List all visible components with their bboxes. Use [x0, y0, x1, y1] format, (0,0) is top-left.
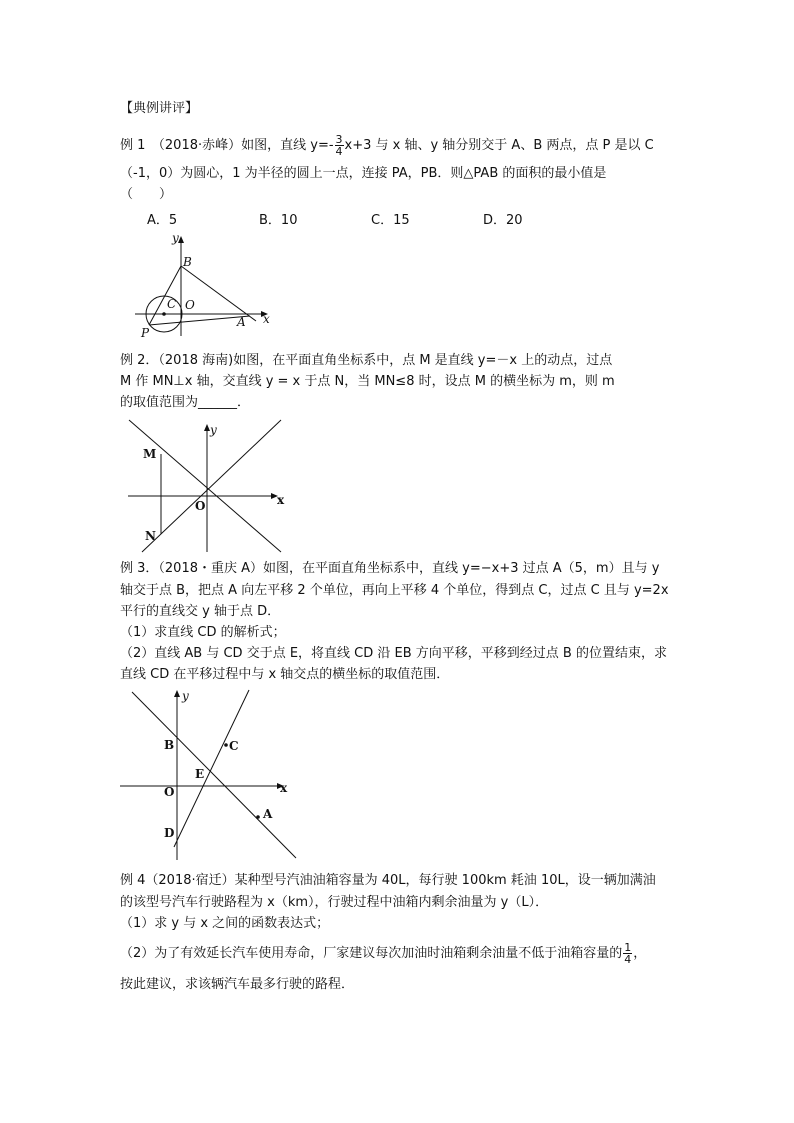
ex1-option-a: A．5: [147, 213, 178, 228]
ex3-line-ab: [132, 692, 296, 858]
ex2-label-x: x: [277, 493, 285, 507]
ex1-label-c: C: [167, 297, 177, 311]
ex1-line-pb: [149, 266, 181, 325]
ex4-line1: 例 4（2018·宿迁）某种型号汽油油箱容量为 40L，每行驶 100km 耗油 10L，设一辆加满油: [120, 873, 656, 888]
ex1-option-c: C．15: [371, 213, 410, 228]
ex1-figure: [130, 228, 280, 343]
ex3-line1: 例 3．（2018・重庆 A）如图，在平面直角坐标系中，直线 y=−x+3 过点 A（5，m）且与 y: [120, 561, 660, 576]
ex3-figure: [118, 686, 300, 862]
ex2-figure: [124, 418, 290, 554]
ex1-option-d: D．20: [483, 213, 523, 228]
ex1-line3: （ ）: [120, 187, 173, 202]
ex4-q1: （1）求 y 与 x 之间的函数表达式；: [120, 916, 330, 931]
ex3-q2a: （2）直线 AB 与 CD 交于点 E，将直线 CD 沿 EB 方向平移，平移到经过点 B 的位置结束，求: [120, 646, 667, 661]
ex4-line-last: 按此建议，求该辆汽车最多行驶的路程．: [120, 977, 355, 992]
ex3-q1: （1）求直线 CD 的解析式；: [120, 625, 286, 640]
ex3-label-c: C: [229, 739, 239, 753]
ex3-label-e: E: [195, 767, 205, 781]
ex2-line2: M 作 MN⊥x 轴，交直线 y = x 于点 N，当 MN≤8 时，设点 M 的横坐标为 m，则 m: [120, 374, 615, 389]
ex4-q2-prefix: （2）为了有效延长汽车使用寿命，厂家建议每次加油时油箱剩余油量不低于油箱容量的: [120, 946, 623, 961]
ex3-point-c: [224, 743, 228, 747]
ex4-line2: 的该型号汽车行驶路程为 x（km），行驶过程中油箱内剩余油量为 y（L）．: [120, 895, 549, 910]
ex3-line2: 轴交于点 B，把点 A 向左平移 2 个单位，再向上平移 4 个单位，得到点 C，过点 C 且与 y=2x: [120, 583, 669, 598]
ex2-label-o: O: [195, 499, 206, 513]
ex1-y-arrow: [178, 236, 184, 243]
ex3-q2b: 直线 CD 在平移过程中与 x 轴交点的横坐标的取值范围．: [120, 667, 450, 682]
ex2-label-n: N: [145, 529, 156, 543]
ex1-prefix: 例 1 （2018·赤峰）如图，直线 y=-: [120, 138, 334, 153]
ex1-line-ab: [181, 266, 256, 321]
ex4-q2-line: [120, 942, 646, 965]
ex3-label-b: B: [164, 738, 175, 752]
ex3-line-cd: [174, 690, 249, 847]
ex1-label-a: A: [237, 315, 246, 329]
ex1-label-b: B: [183, 255, 192, 269]
ex1-fraction: [335, 134, 344, 157]
ex2-line3: 的取值范围为______．: [120, 395, 251, 410]
ex2-label-y: y: [210, 423, 217, 437]
ex4-fraction: [623, 942, 632, 965]
ex1-line-pa: [149, 316, 250, 325]
ex1-point-c: [162, 312, 166, 316]
ex1-mid: x+3 与 x 轴、y 轴分别交于 A、B 两点，点 P 是以 C: [344, 138, 654, 153]
ex3-y-arrow: [174, 690, 180, 697]
ex2-line1: 例 2．（2018 海南)如图，在平面直角坐标系中，点 M 是直线 y=－x 上的动点，过点: [120, 353, 613, 368]
ex1-label-o: O: [185, 298, 195, 312]
ex2-line-y-eq-x: [142, 420, 281, 552]
ex3-label-d: D: [164, 826, 175, 840]
ex1-frac-num: 3: [335, 133, 343, 146]
ex1-label-y: y: [172, 231, 179, 245]
ex2-label-m: M: [143, 447, 157, 461]
ex3-label-y: y: [182, 689, 189, 703]
ex1-line2: （-1，0）为圆心，1 为半径的圆上一点，连接 PA，PB．则△PAB 的面积的最小值是: [120, 166, 607, 181]
ex4-frac-num: 1: [624, 941, 632, 954]
ex1-line1: [120, 134, 654, 157]
ex3-label-x: x: [280, 781, 288, 795]
ex3-line3: 平行的直线交 y 轴于点 D．: [120, 604, 281, 619]
ex1-frac-den: 4: [335, 145, 343, 158]
ex4-frac-den: 4: [624, 953, 632, 966]
ex3-label-a: A: [263, 807, 273, 821]
ex3-point-a: [256, 815, 260, 819]
section-title: 【典例讲评】: [120, 101, 199, 116]
ex1-option-b: B．10: [259, 213, 298, 228]
ex4-q2-suffix: ，: [633, 946, 647, 961]
ex1-label-x: x: [263, 312, 270, 326]
ex3-label-o: O: [164, 785, 175, 799]
ex1-label-p: P: [141, 326, 150, 340]
